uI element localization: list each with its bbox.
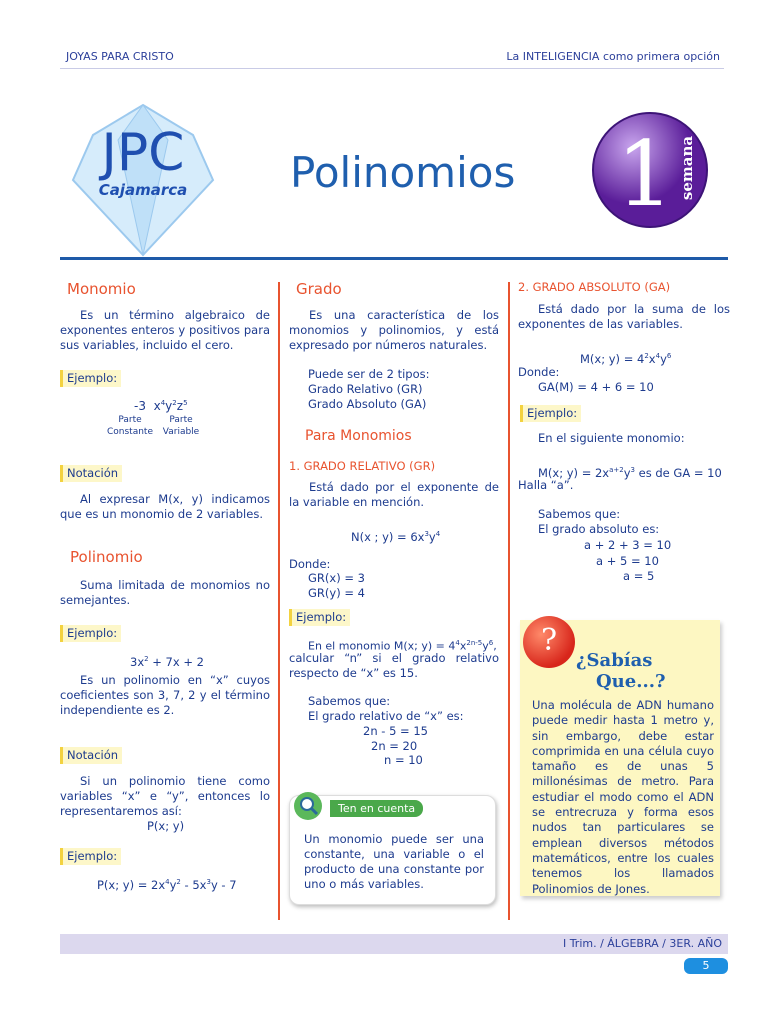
title-rule <box>60 257 728 260</box>
footer-bar <box>60 934 728 954</box>
notacion-tag: Notación <box>60 465 122 482</box>
ejemplo-tag: Ejemplo: <box>289 609 350 626</box>
parte-constante-label: Parte Constante <box>107 415 153 437</box>
logo-text: JPC <box>101 123 185 183</box>
e2: a + 5 = 10 <box>596 554 659 568</box>
page-header <box>60 48 724 69</box>
pxy-example: P(x; $y) = 2x^4y^2 - 5x^3y - 7$ <box>97 877 237 892</box>
grx: GR(x) = 3 <box>308 571 365 585</box>
ga-type: Grado Absoluto (GA) <box>308 397 427 411</box>
sabias-heading <box>576 650 666 692</box>
page-number: 5 <box>684 958 728 974</box>
eq3: n = 10 <box>384 753 423 767</box>
column-divider <box>508 282 510 920</box>
sabias-text: Una molécula de ADN humano puede medir hasta 1 metro y, sin embargo, debe estar comprimida en una célula cuyo tamaño es de unas 5 millonésimas de metro. Para estudiar el modo como el ADN se entrecruza y forma esos nudos tan particulares se emplean diversos métodos matemáticos, entre los cuales tenemos los llamados Polinomios de Jones. <box>532 698 714 896</box>
grado-abs: El grado absoluto es: <box>538 522 660 536</box>
ten-en-cuenta-box <box>289 795 496 905</box>
nxy-example: N(x ; $y) = 6x^3y^4$ <box>351 529 441 544</box>
poly-text: Es un polinomio en “x” cuyos coeficientes son 3, 7, 2 y el término independiente es 2. <box>60 673 270 717</box>
ejemplo-tag: Ejemplo: <box>520 405 581 422</box>
gam: GA(M) = 4 + 6 = 10 <box>538 380 654 394</box>
sabias-line1: ¿Sabías <box>576 650 653 671</box>
calc-text: calcular “n” si el grado relativo respecto de “x” es 15. <box>289 651 499 680</box>
donde: Donde: <box>518 365 560 379</box>
sabias-line2: Que...? <box>596 671 666 692</box>
grado-rel: El grado relativo de “x” es: <box>308 709 464 723</box>
badge-number: 1 <box>616 122 674 227</box>
e3: a = 5 <box>623 569 655 583</box>
parte-variable-label: Parte Variable <box>162 415 200 437</box>
tip-text: Un monomio puede ser una constante, una variable o el producto de una constante por uno o más variables. <box>304 832 484 891</box>
para-monomios: Para Monomios <box>305 428 412 444</box>
gr-type: Grado Relativo (GR) <box>308 382 423 396</box>
ejemplo-tag: Ejemplo: <box>60 848 121 865</box>
notacion-tag: Notación <box>60 747 122 764</box>
gr-text: Está dado por el exponente de la variable en mención. <box>289 480 499 509</box>
notacion2-text: Si un polinomio tiene como variables “x” e “y”, entonces lo representaremos así: <box>60 774 270 818</box>
ga-text: Está dado por la suma de los exponentes de las variables. <box>518 302 730 331</box>
sabemos: Sabemos que: <box>308 694 391 708</box>
gr-title: 1. GRADO RELATIVO (GR) <box>289 459 436 473</box>
page-title: Polinomios <box>290 148 516 197</box>
poly-example: $3x^2 + 7x + 2$ <box>130 654 204 669</box>
column-divider <box>278 282 280 920</box>
grado-text: Es una característica de los monomios y polinomios, y está expresado por números naturales. <box>289 308 499 352</box>
pxy: P(x; y) <box>147 819 185 833</box>
tipos: Puede ser de 2 tipos: <box>308 367 430 381</box>
semana-badge <box>590 110 710 230</box>
en-el: En el siguiente monomio: <box>538 431 685 445</box>
monomio-example: -3 $x^4y^2z^5$ <box>134 399 188 413</box>
donde: Donde: <box>289 557 331 571</box>
jpc-logo <box>68 100 218 260</box>
magnifier-icon <box>292 790 326 824</box>
logo-city: Cajamarca <box>98 181 188 199</box>
monomio-title: Monomio <box>67 280 136 298</box>
notacion-text: Al expresar M(x, y) indicamos que es un monomio de 2 variables. <box>60 492 270 521</box>
eq1: 2n - 5 = 15 <box>363 724 428 738</box>
mxy-example: En el monomio M(x; $y) = 4^4x^{2n-5}y^6$, <box>308 639 497 653</box>
monomio-text: Es un término algebraico de exponentes enteros y positivos para sus variables, incluido el cero. <box>60 308 270 352</box>
question-mark-icon: ? <box>523 616 575 668</box>
sabemos: Sabemos que: <box>538 507 621 521</box>
header-left: JOYAS PARA CRISTO <box>66 50 174 63</box>
gry: GR(y) = 4 <box>308 586 365 600</box>
header-right: La INTELIGENCIA como primera opción <box>506 50 720 63</box>
tip-label: Ten en cuenta <box>330 800 423 817</box>
polinomio-text: Suma limitada de monomios no semejantes. <box>60 578 270 607</box>
badge-word: semana <box>678 135 696 201</box>
eq2: 2n = 20 <box>371 739 418 753</box>
ejemplo-tag: Ejemplo: <box>60 625 121 642</box>
polinomio-title: Polinomio <box>70 548 143 566</box>
ga-example: M(x; $y) = 4^2x^4y^6$ <box>580 351 672 366</box>
footer-text: I Trim. / ÁLGEBRA / 3ER. AÑO <box>562 937 722 950</box>
e1: a + 2 + 3 = 10 <box>584 538 672 552</box>
ejemplo-tag: Ejemplo: <box>60 370 121 387</box>
ga-monomio: M(x; $y) = 2x^{a+2}y^3$ es de GA = 10 <box>538 465 722 480</box>
ga-title: 2. GRADO ABSOLUTO (GA) <box>518 280 671 294</box>
grado-title: Grado <box>296 280 342 298</box>
halla: Halla “a”. <box>518 478 574 492</box>
